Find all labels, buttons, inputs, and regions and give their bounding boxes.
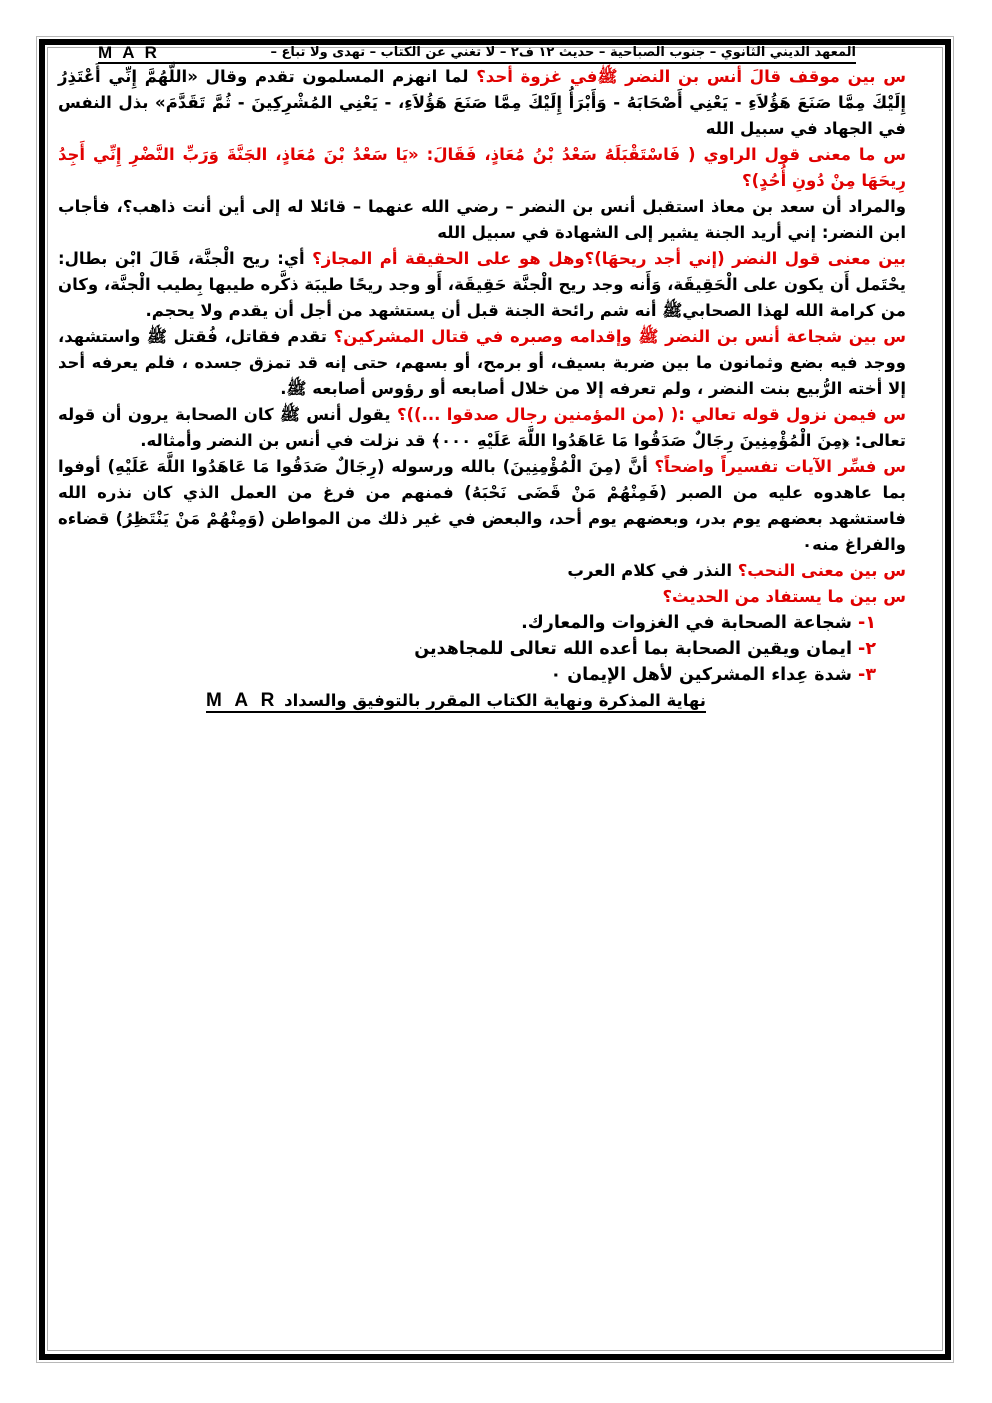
header-mark: M A R <box>98 43 160 62</box>
question-text: س فيمن نزول قوله تعالي :( (من المؤمنين رجال صدقوا ...))؟ <box>396 405 906 424</box>
question-text: س بين ما يستفاد من الحديث؟ <box>662 587 906 606</box>
benefit-number: ١- <box>858 613 876 633</box>
benefit-item <box>58 610 876 636</box>
qa-paragraph <box>58 64 906 142</box>
answer-text: أنَّ (مِنَ الْمُؤْمِنِينَ) بالله ورسوله (رِجَالٌ صَدَقُوا مَا عَاهَدُوا اللَّهَ عَلَيْهِ) أوفوا بما عاهدوه عليه من الصبر (فَمِنْهُمْ مَنْ قَضَى نَحْبَهُ) فمنهم من فرغ من العمل الذي كان نذره الله فاستشهد بعضهم يوم بدر، وبعضهم يوم أحد، والبعض في غير ذلك من المواطن (وَمِنْهُمْ مَنْ يَنْتَظِرُ) قضاءه والفراغ منه٠ <box>58 457 906 554</box>
answer-text: النذر في كلام العرب <box>567 561 738 580</box>
benefit-item <box>58 636 876 662</box>
question-text: س فسِّر الآيات تفسيراً واضحاً؟ <box>654 457 906 476</box>
qa-paragraph <box>58 246 906 324</box>
answer-text: تقدم فقاتل، فُقتل ﷺ واستشهد، ووجد فيه بضع وثمانون ما بين ضربة بسيف، أو برمح، أو بسهم، حتى إنه قد تمزق جسده ، فلم يعرفه أحد إلا أخته الرُّبيع بنت النضر ، ولم تعرفه إلا من خلال أصابعه أو رؤوس أصابعه ﷺ. <box>58 327 906 398</box>
header-title: المعهد الديني الثانوي – جنوب الصباحية – حديث ١٢ ف٢ – لا تغني عن الكتاب – تهدى ولا تباع – <box>270 45 856 60</box>
qa-paragraph <box>58 324 906 402</box>
qa-paragraph <box>58 558 906 584</box>
qa-paragraph <box>58 454 906 558</box>
qa-paragraph <box>58 584 906 610</box>
document-body <box>58 44 906 714</box>
answer-text: والمراد أن سعد بن معاذ استقبل أنس بن النضر – رضي الله عنهما – قائلا له إلى أين أنت ذاهب؟، فأجاب ابن النضر: إني أريد الجنة يشير إلى الشهادة في سبيل الله <box>58 197 906 242</box>
benefits-list <box>58 610 876 688</box>
benefit-text: شدة عِداء المشركين لأهل الإيمان ٠ <box>550 665 859 685</box>
answer-text: أي: ريح الْجنَّة، قَالَ ابْن بطال: يحْتَمل أَن يكون على الْحَقِيقَة، وَأَنه وجد ريح الْجنَّة حَقِيقَة، أَو وجد ريحًا طيبَة ذكَّره طيبها بِطيب الْجنَّة، وكان من كرامة الله لهذا الصحابيﷺ أنه شم رائحة الجنة قبل أن يستشهد من أجل أن يقدم ولا يحجم. <box>58 249 906 320</box>
question-text: س بين موقف قالَ أنس بن النضر ﷺفي غزوة أحد؟ <box>476 67 906 86</box>
question-text: س بين معنى النحب؟ <box>737 561 906 580</box>
question-text: بين معنى قول النضر (إني أجد ريحهَا)؟وهل هو على الحقيقة أم المجاز؟ <box>312 249 906 268</box>
question-text: س ما معنى قول الراوي ( فَاسْتَقْبَلَهُ سَعْدُ بْنُ مُعَاذٍ، فَقَالَ: «يَا سَعْدُ بْنَ مُعَاذٍ، الجَنَّةَ وَرَبِّ النَّضْرِ إِنِّي أَجِدُ رِيحَهَا مِنْ دُونِ أُحُدٍ)؟ <box>58 145 906 190</box>
answer-text: لما انهزم المسلمون تقدم وقال «اللَّهُمَّ إِنِّي أَعْتَذِرُ إِلَيْكَ مِمَّا صَنَعَ هَؤُلاَءِ - يَعْنِي أَصْحَابَهُ - وَأَبْرَأُ إِلَيْكَ مِمَّا صَنَعَ هَؤُلاَءِ، - يَعْنِي المُشْرِكِينَ - ثُمَّ تَقَدَّمَ» بذل النفس في الجهاد في سبيل الله <box>58 67 906 138</box>
qa-paragraph <box>58 194 906 246</box>
benefit-text: شجاعة الصحابة في الغزوات والمعارك. <box>521 613 859 633</box>
qa-paragraph <box>58 142 906 194</box>
answer-text: يقول أنس ﷺ كان الصحابة يرون أن قوله تعالى: ﴿مِنَ الْمُؤْمِنِينَ رِجَالٌ صَدَقُوا مَا عَاهَدُوا اللَّهَ عَلَيْهِ ٠٠٠﴾ قد نزلت في أنس بن النضر وأمثاله. <box>58 405 906 450</box>
page-header <box>98 44 856 64</box>
footer-mark: M A R <box>205 690 279 711</box>
benefit-number: ٣- <box>858 665 876 685</box>
qa-sections <box>58 64 906 610</box>
benefit-item <box>58 662 876 688</box>
footer-text: نهاية المذكرة ونهاية الكتاب المقرر بالتوفيق والسداد <box>278 691 706 710</box>
qa-paragraph <box>58 402 906 454</box>
question-text: س بين شجاعة أنس بن النضر ﷺ وإقدامه وصبره في قتال المشركين؟ <box>333 327 906 346</box>
benefit-number: ٢- <box>858 639 876 659</box>
benefit-text: ايمان ويقين الصحابة بما أعده الله تعالى للمجاهدين <box>414 639 859 659</box>
document-footer <box>58 688 706 714</box>
